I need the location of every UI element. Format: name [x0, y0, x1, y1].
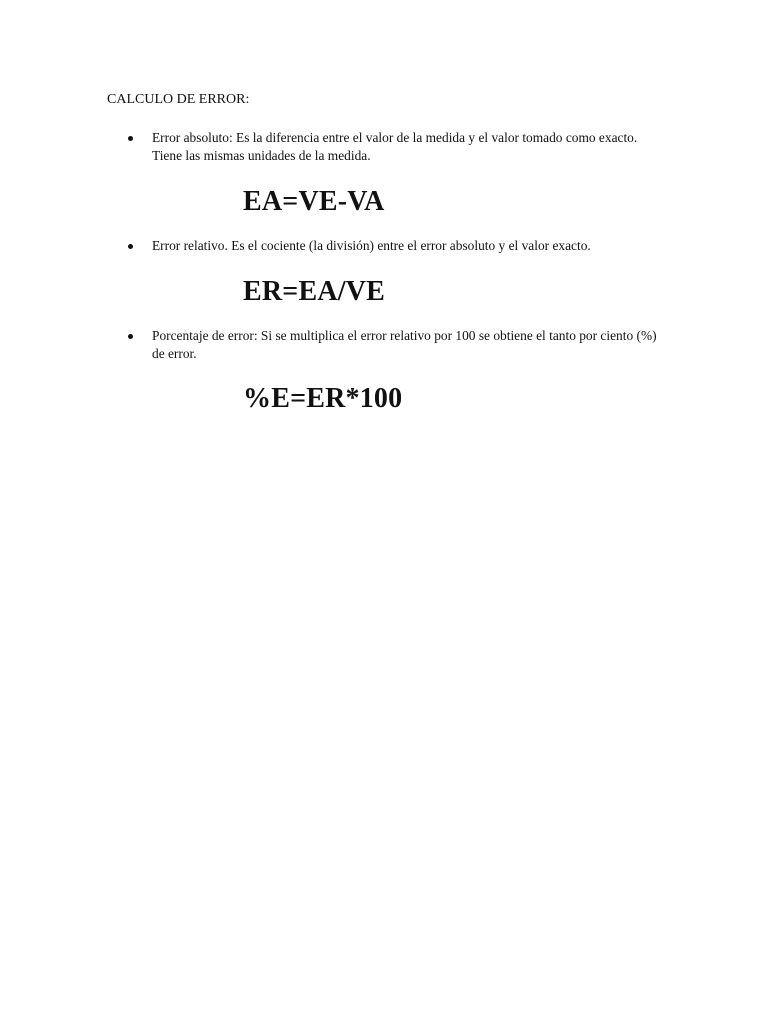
document-heading: CALCULO DE ERROR: [107, 92, 250, 107]
formula-porcentaje-error: %E=ER*100 [243, 383, 403, 414]
bullet-icon [128, 136, 133, 141]
formula-error-relativo: ER=EA/VE [243, 276, 386, 307]
bullet-icon [128, 244, 133, 249]
list-item-porcentaje-error [128, 327, 668, 367]
list-item-text: Error relativo. Es el cociente (la división) entre el error absoluto y el valor exacto. [152, 238, 591, 253]
list-item-error-absoluto [128, 129, 668, 169]
formula-error-absoluto: EA=VE-VA [243, 186, 385, 217]
list-item-text: Error absoluto: Es la diferencia entre el valor de la medida y el valor tomado como exacto. Tiene las mismas unidades de la medida. [152, 130, 638, 163]
list-item-error-relativo [128, 237, 668, 257]
list-item-text: Porcentaje de error: Si se multiplica el error relativo por 100 se obtiene el tanto por ciento (%) de error. [152, 328, 657, 361]
bullet-icon [128, 334, 133, 339]
